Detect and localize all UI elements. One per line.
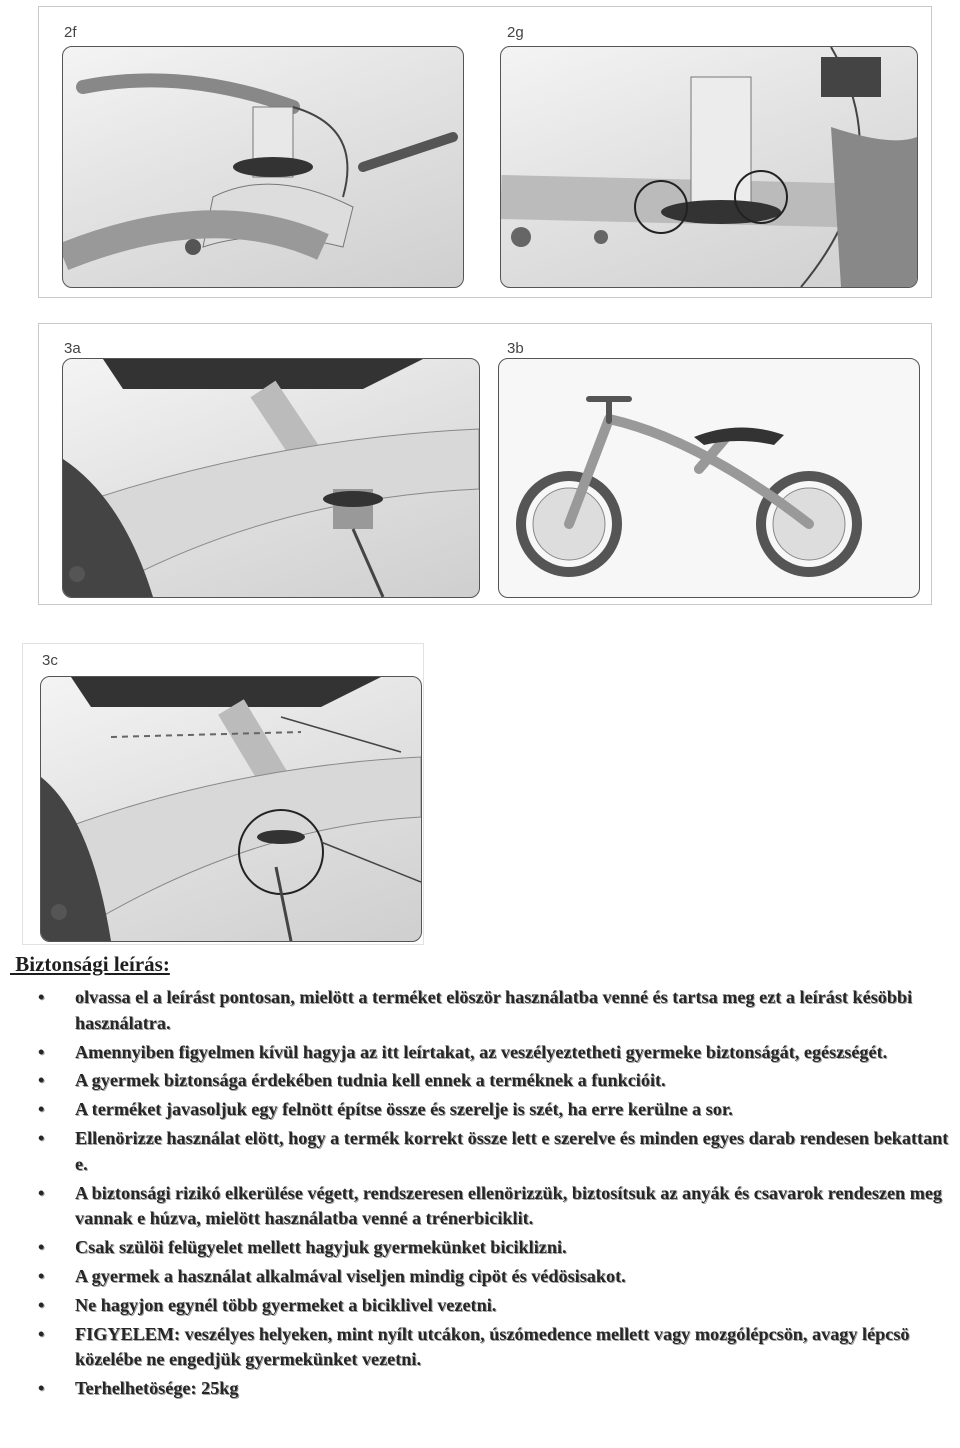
bullet-icon: • (38, 1099, 45, 1120)
safety-item (0, 1126, 960, 1178)
safety-item-text: Ne hagyjon egynél több gyermeket a biciklivel vezetni. (75, 1294, 497, 1315)
safety-item-text: FIGYELEM: veszélyes helyeken, mint nyílt utcákon, úszómedence mellett vagy mozgólépcsön, avagy lépcsö közelébe ne engedjük gyermekünket vezetni. (75, 1323, 910, 1370)
safety-item (0, 1097, 960, 1123)
bullet-icon: • (38, 1378, 45, 1399)
safety-item (0, 1068, 960, 1094)
safety-item (0, 1322, 960, 1374)
safety-title: Biztonsági leírás: (10, 952, 170, 976)
safety-item-text: A biztonsági rizikó elkerülése végett, rendszeresen ellenörizzük, biztosítsuk az anyák és csavarok rendeszen meg vannak e húzva, mielött használatba venné a trénerbiciklit. (75, 1182, 943, 1229)
safety-item (0, 1040, 960, 1066)
figure-label-2g: 2g (507, 24, 524, 41)
safety-item (0, 1235, 960, 1261)
bullet-icon: • (38, 1237, 45, 1258)
safety-item-text: A gyermek biztonsága érdekében tudnia kell ennek a terméknek a funkcióit. (75, 1070, 666, 1091)
safety-item-text: A gyermek a használat alkalmával viseljen mindig cipöt és védösisakot. (75, 1265, 626, 1286)
figure-3c-seat-post-clamp (40, 676, 422, 942)
safety-item (0, 1376, 960, 1402)
safety-item-text: Amennyiben figyelmen kívül hagyja az itt leírtakat, az veszélyeztetheti gyermeke biztonságát, egészségét. (75, 1041, 888, 1062)
bullet-icon: • (38, 1070, 45, 1091)
figure-3a-seat-post (62, 358, 480, 598)
safety-item-text: Csak szülöi felügyelet mellett hagyjuk gyermekünket biciklizni. (75, 1237, 567, 1258)
bullet-icon: • (38, 1294, 45, 1315)
safety-item-text: Ellenörizze használat elött, hogy a termék korrekt össze lett e szerelve és minden egyes darab rendesen bekattant e. (75, 1127, 949, 1174)
safety-item-text: Terhelhetösége: 25kg (75, 1378, 239, 1399)
figure-label-3a: 3a (64, 340, 81, 357)
bullet-icon: • (38, 1127, 45, 1148)
safety-item (0, 1181, 960, 1233)
figure-2g-frame-brake-mount (500, 46, 918, 288)
figure-label-2f: 2f (64, 24, 77, 41)
safety-item-text: olvassa el a leírást pontosan, mielött a terméket elöször használatba venné és tartsa meg ezt a leírást késöbbi használatra. (75, 987, 913, 1033)
bullet-icon: • (38, 987, 45, 1007)
bullet-icon: • (38, 1265, 45, 1286)
figure-label-3c: 3c (42, 652, 58, 669)
safety-list (0, 985, 960, 1405)
figure-3b-balance-bike (498, 358, 920, 598)
bullet-icon: • (38, 1323, 45, 1344)
bullet-icon: • (38, 1182, 45, 1203)
bullet-icon: • (38, 1041, 45, 1062)
safety-item (0, 1293, 960, 1319)
safety-item (0, 985, 960, 1037)
figure-2f-handlebar-brake-cable (62, 46, 464, 288)
figure-label-3b: 3b (507, 340, 524, 357)
safety-item (0, 1264, 960, 1290)
safety-item-text: A terméket javasoljuk egy felnött építse össze és szerelje is szét, ha erre kerülne a sor. (75, 1099, 733, 1120)
